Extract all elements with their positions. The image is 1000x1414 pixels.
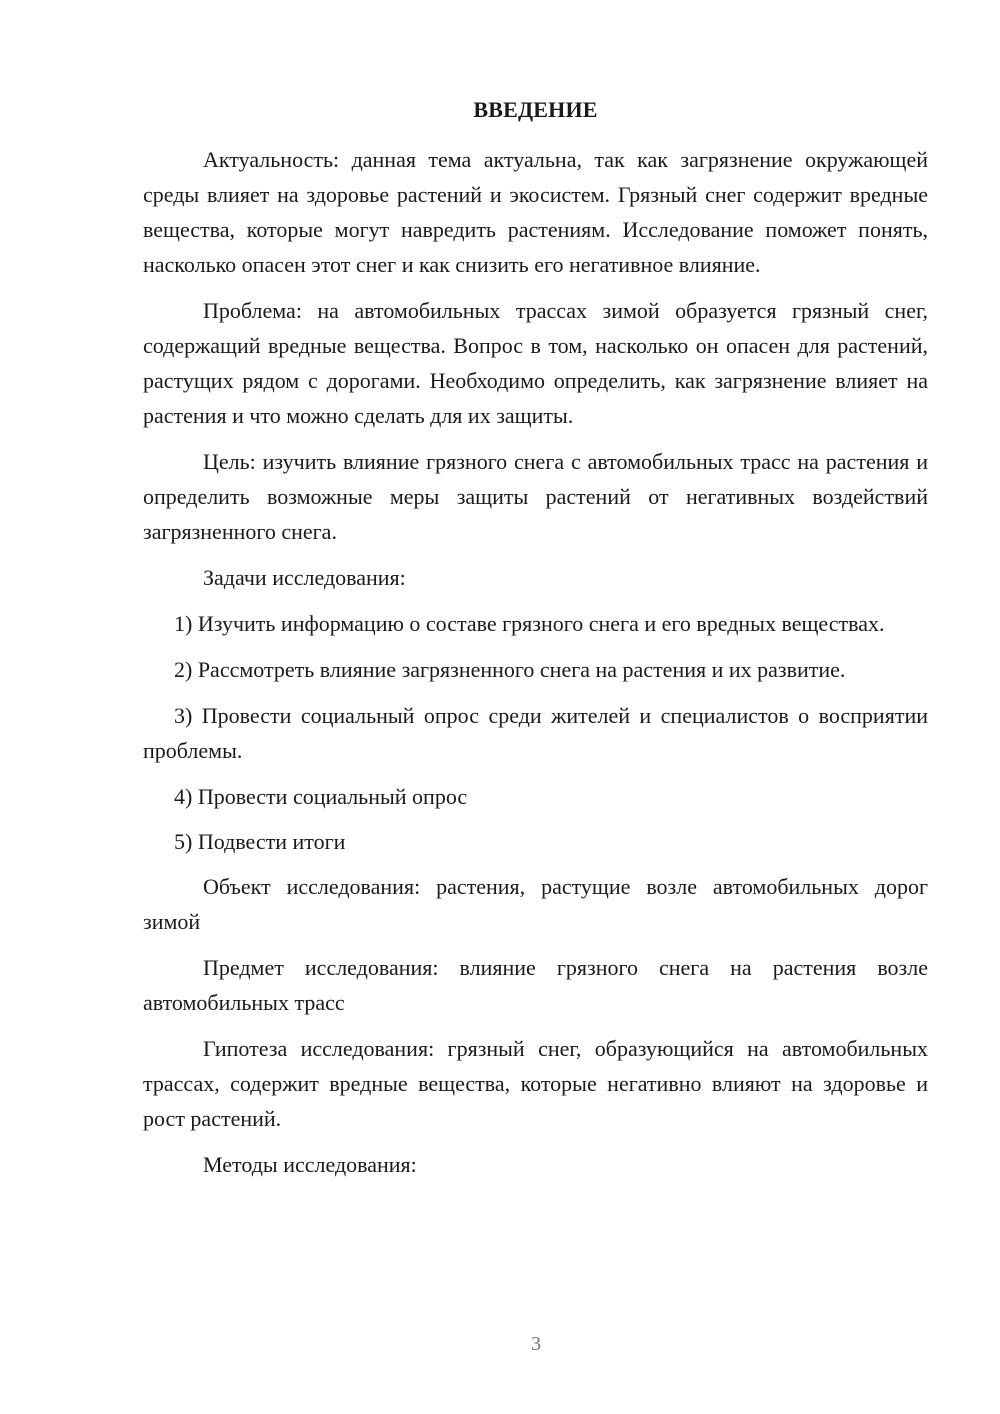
task-item: 2) Рассмотреть влияние загрязненного снега на растения и их развитие. xyxy=(174,657,846,682)
object-paragraph: Объект исследования: растения, растущие возле автомобильных дорог зимой xyxy=(143,874,928,934)
task-item: 5) Подвести итоги xyxy=(174,829,346,854)
hypothesis-paragraph: Гипотеза исследования: грязный снег, образующийся на автомобильных трассах, содержит вредные вещества, которые негативно влияют на здоровье и рост растений. xyxy=(143,1036,928,1131)
task-item: 3) Провести социальный опрос среди жителей и специалистов о восприятии проблемы. xyxy=(143,703,928,763)
goal-paragraph: Цель: изучить влияние грязного снега с автомобильных трасс на растения и определить возможные меры защиты растений от негативных воздействий загрязненного снега. xyxy=(143,449,928,544)
document-page xyxy=(143,93,928,1193)
task-item: 1) Изучить информацию о составе грязного снега и его вредных веществах. xyxy=(174,611,885,636)
tasks-heading: Задачи исследования: xyxy=(203,565,406,590)
methods-heading: Методы исследования: xyxy=(203,1152,417,1177)
task-item: 4) Провести социальный опрос xyxy=(174,784,468,809)
subject-paragraph: Предмет исследования: влияние грязного снега на растения возле автомобильных трасс xyxy=(143,955,928,1015)
relevance-paragraph: Актуальность: данная тема актуальна, так как загрязнение окружающей среды влияет на здоровье растений и экосистем. Грязный снег содержит вредные вещества, которые могут навредить растениям. Исследование поможет понять, насколько опасен этот снег и как снизить его негативное влияние. xyxy=(143,147,928,277)
page-title: ВВЕДЕНИЕ xyxy=(473,97,598,122)
problem-paragraph: Проблема: на автомобильных трассах зимой образуется грязный снег, содержащий вредные вещества. Вопрос в том, насколько он опасен для растений, растущих рядом с дорогами. Необходимо определить, как загрязнение влияет на растения и что можно сделать для их защиты. xyxy=(143,298,928,428)
page-number: 3 xyxy=(531,1333,541,1355)
